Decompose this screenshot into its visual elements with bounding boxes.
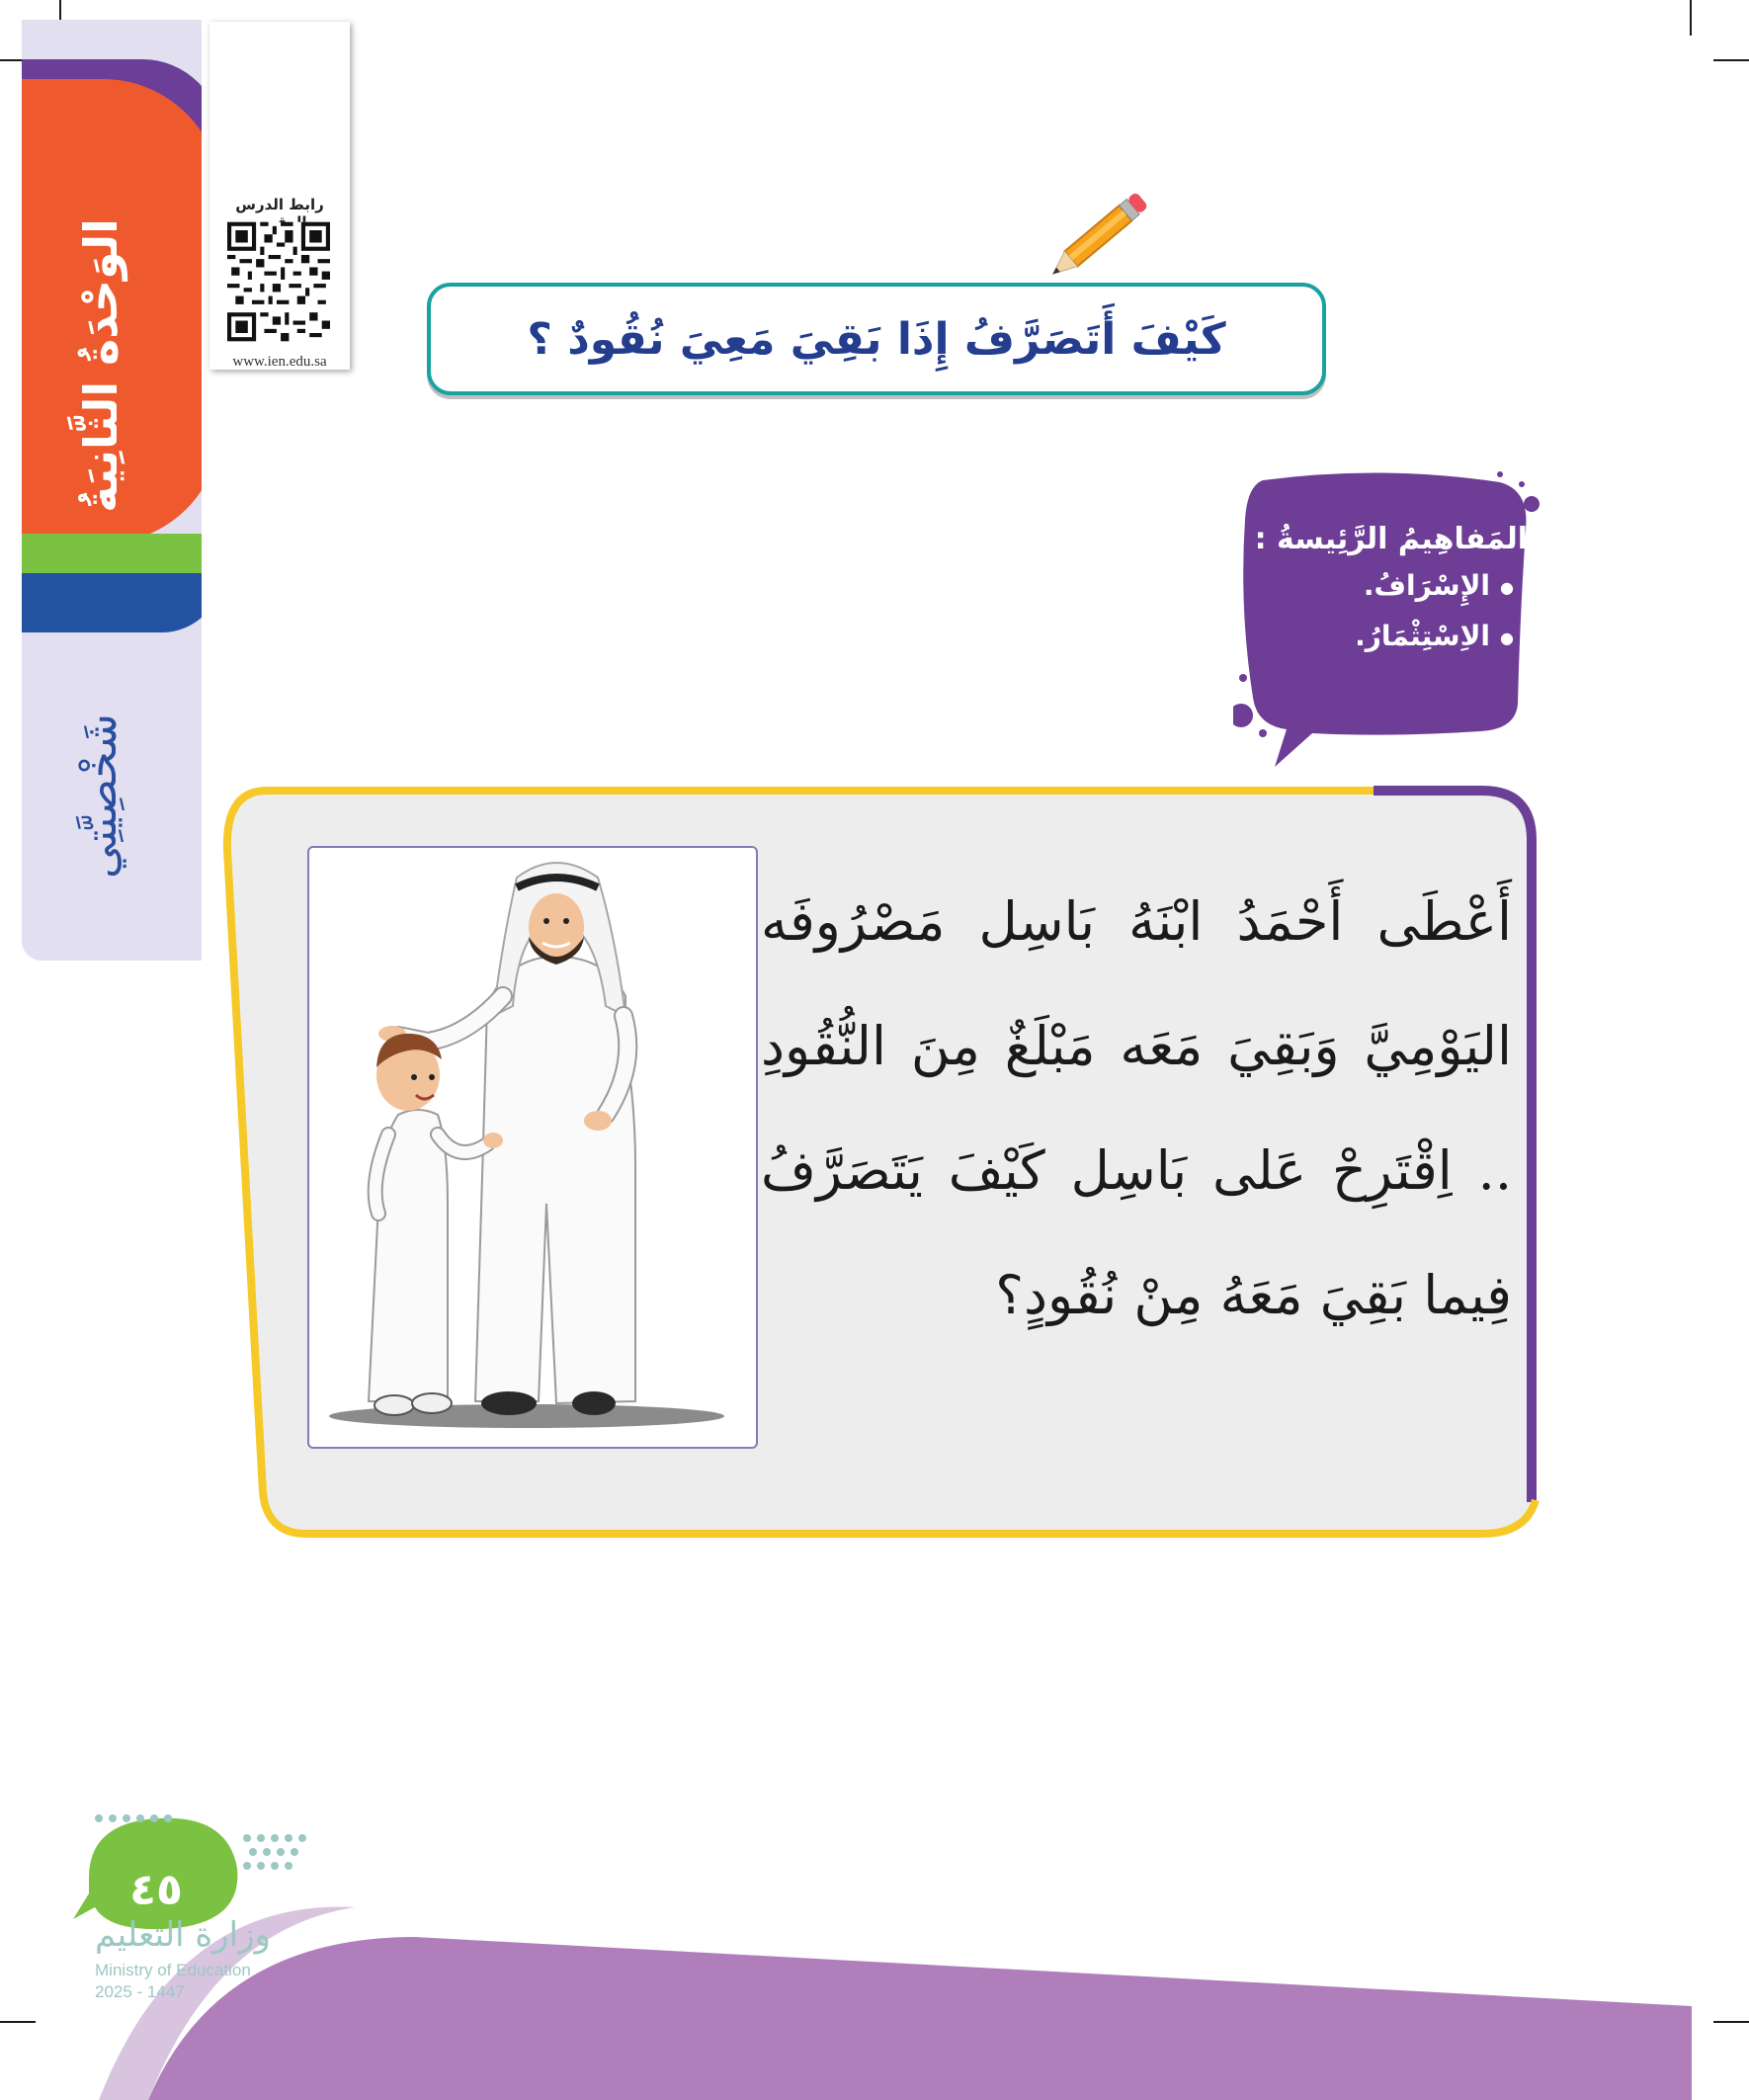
key-concepts-title: المَفاهِيمُ الرَّئِيسةُ :	[1254, 522, 1528, 556]
lesson-question-box	[427, 283, 1326, 395]
pencil-icon	[1028, 178, 1166, 296]
story-paragraph: أَعْطَى أَحْمَدُ ابْنَهُ بَاسِل مَصْرُوفَه اليَوْمِيَّ وَبَقِيَ مَعَه مَبْلَغٌ مِنَ النُّقُودِ .. اِقْتَرِحْ عَلى بَاسِل كَيْفَ يَتَصَرَّفُ فِيما بَقِيَ مَعَهُ مِنْ نُقُودٍ؟	[761, 890, 1512, 1326]
edition-year: 2025 - 1447	[95, 1982, 185, 2001]
key-concept-item: ● الإِسْرَافُ.	[1355, 569, 1514, 602]
ministry-logo-text-ar: وزارة التعليم	[95, 1915, 271, 1955]
unit-subtitle: شَخْصِيَّتِي	[75, 713, 126, 879]
ministry-logo-text-en: Ministry of Education	[95, 1961, 251, 1979]
crop-mark	[1713, 59, 1749, 61]
key-concepts-list	[1355, 569, 1514, 670]
qr-label: رابط الدرس	[235, 196, 324, 213]
page-number: ٤٥	[129, 1864, 183, 1915]
qr-url[interactable]: www.ien.edu.sa	[232, 354, 327, 370]
crop-mark	[1690, 0, 1692, 36]
father-son-figure	[309, 848, 756, 1447]
qr-code-icon[interactable]	[227, 219, 330, 344]
key-concept-item: ● الاِسْتِثْمَارُ.	[1355, 620, 1514, 652]
side-stripe-blue	[22, 573, 202, 632]
key-concepts-bubble	[1233, 470, 1541, 767]
digital-lesson-qr-card[interactable]	[209, 22, 350, 370]
father-and-son-illustration	[307, 846, 758, 1449]
lesson-question-title: كَيْفَ أَتَصَرَّفُ إِذَا بَقِيَ مَعِيَ نُقُودٌ ؟	[527, 313, 1226, 365]
unit-title: الوَحْدَةُ الثَّانِيَةُ	[74, 218, 127, 513]
